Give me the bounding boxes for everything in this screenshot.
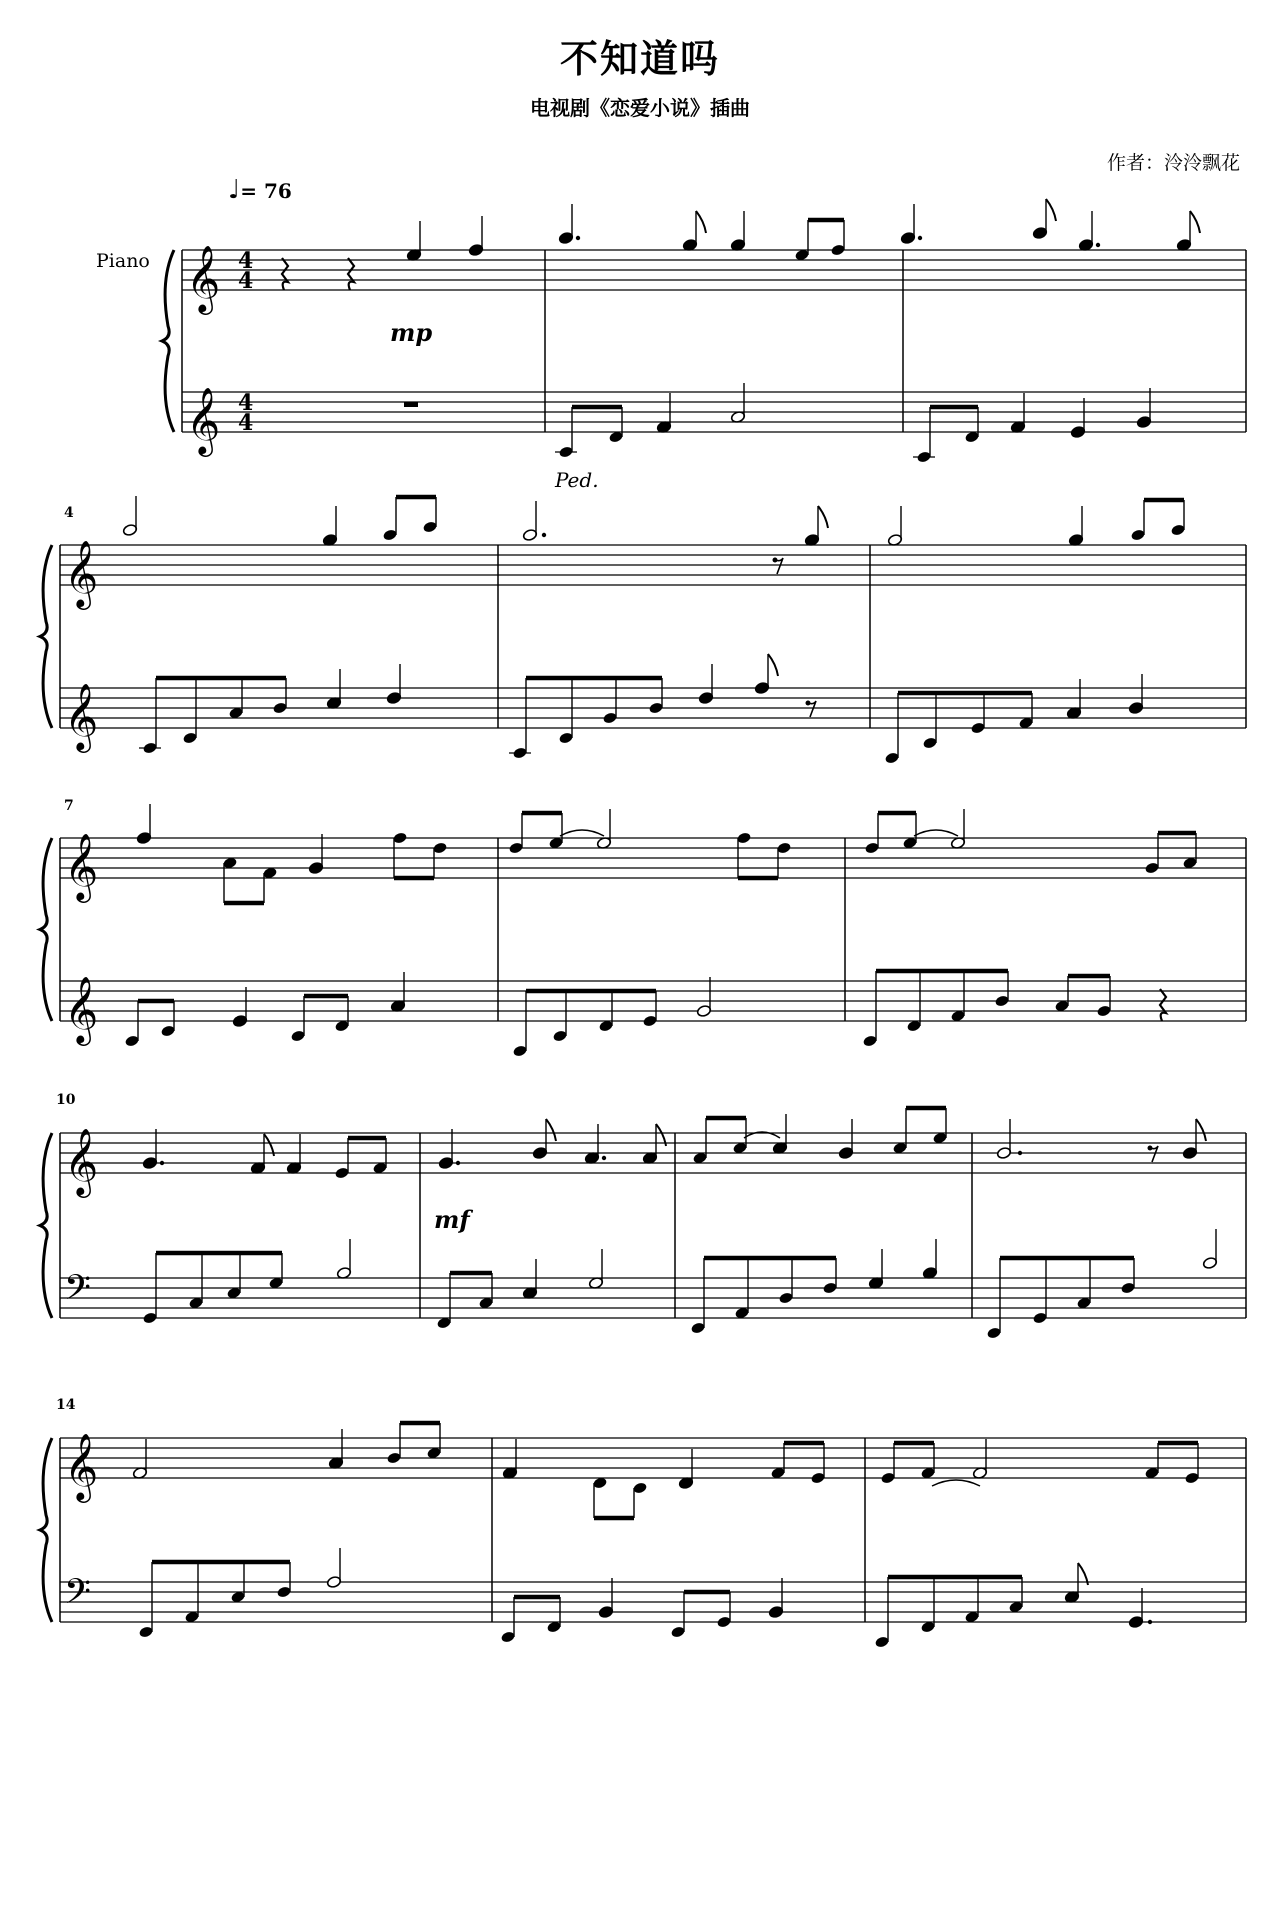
treble-clef-icon: 𝄞: [186, 244, 221, 312]
augmentation-dot: [542, 533, 546, 537]
quarter-rest-icon: [348, 258, 354, 290]
tie: [932, 1480, 980, 1486]
measure-number-7: 7: [64, 798, 74, 814]
time-signature-bottom: 4: [238, 410, 254, 436]
pedal-marking: Ped.: [555, 468, 599, 492]
time-signature-top: 4: [238, 390, 254, 416]
augmentation-dot: [1096, 243, 1100, 247]
brace: [40, 545, 52, 728]
augmentation-dot: [576, 236, 580, 240]
composer-credit: 作者：泠泠飘花: [1106, 152, 1240, 174]
note-flag: [768, 654, 778, 676]
score-subtitle: 电视剧《恋爱小说》插曲: [530, 96, 750, 120]
augmentation-dot: [1018, 1151, 1022, 1155]
dynamic-mp: mp: [390, 318, 433, 347]
treble-clef-icon: 𝄞: [64, 539, 99, 607]
note-flag: [1190, 211, 1200, 233]
note-flag: [1046, 199, 1056, 221]
dynamic-mf: mf: [434, 1205, 470, 1234]
treble-clef-icon: 𝄞: [64, 832, 99, 900]
treble-clef-icon: 𝄞: [64, 682, 99, 750]
brace: [162, 250, 174, 432]
time-signature-bottom: 4: [238, 268, 254, 294]
note-flag: [1196, 1119, 1206, 1141]
score-title: 不知道吗: [559, 37, 720, 81]
augmentation-dot: [602, 1156, 606, 1160]
augmentation-dot: [1148, 1620, 1152, 1624]
quarter-note-icon: ♩: [228, 175, 241, 205]
eighth-rest-icon: [1150, 1146, 1158, 1162]
note-flag: [696, 211, 706, 233]
note-flag: [546, 1119, 556, 1141]
treble-clef-icon: 𝄞: [186, 386, 221, 454]
measure-number-4: 4: [64, 505, 74, 521]
tempo-value: = 76: [240, 179, 292, 203]
time-signature-top: 4: [238, 248, 254, 274]
measure-number-10: 10: [56, 1092, 76, 1108]
note-flag: [818, 506, 828, 528]
bass-clef-icon: 𝄢: [64, 1267, 92, 1316]
tie: [914, 830, 958, 836]
bass-clef-icon: 𝄢: [64, 1571, 92, 1620]
brace: [40, 1438, 52, 1622]
brace: [40, 838, 52, 1021]
augmentation-dot: [160, 1161, 164, 1165]
treble-clef-icon: 𝄞: [64, 1432, 99, 1500]
eighth-rest-icon: [808, 701, 816, 717]
treble-clef-icon: 𝄞: [64, 975, 99, 1043]
quarter-rest-icon: [282, 258, 288, 290]
whole-rest-icon: [404, 402, 418, 407]
augmentation-dot: [918, 236, 922, 240]
treble-clef-icon: 𝄞: [64, 1127, 99, 1195]
eighth-rest-icon: [775, 558, 783, 574]
augmentation-dot: [456, 1161, 460, 1165]
quarter-rest-icon: [1160, 989, 1166, 1021]
tie: [560, 830, 604, 836]
brace: [40, 1133, 52, 1318]
instrument-label: Piano: [96, 250, 150, 272]
measure-number-14: 14: [56, 1397, 76, 1413]
